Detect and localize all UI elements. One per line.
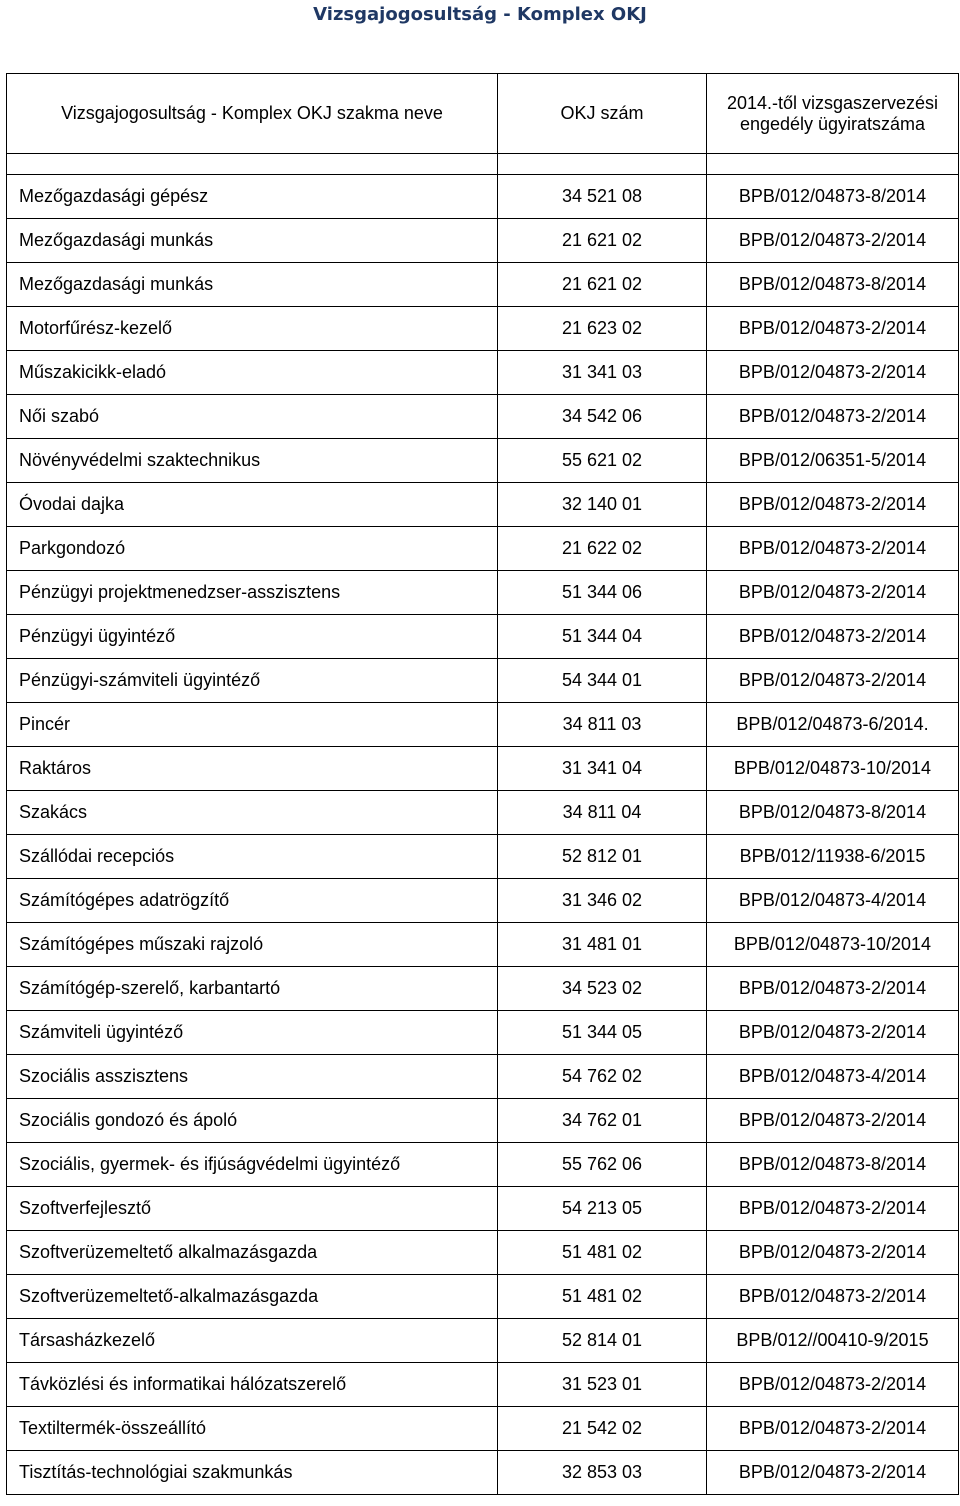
permit-number-cell: BPB/012/04873-2/2014	[707, 967, 959, 1011]
okj-code-cell: 51 481 02	[498, 1275, 707, 1319]
permit-number-cell: BPB/012/04873-2/2014	[707, 1231, 959, 1275]
table-row	[7, 219, 959, 263]
okj-code-cell: 31 341 04	[498, 747, 707, 791]
table-row	[7, 351, 959, 395]
profession-name-cell: Női szabó	[7, 395, 498, 439]
permit-number-cell: BPB/012/04873-2/2014	[707, 219, 959, 263]
table-header-row	[7, 74, 959, 154]
table-row	[7, 791, 959, 835]
permit-number-cell: BPB/012/04873-2/2014	[707, 1275, 959, 1319]
permit-number-cell: BPB/012/04873-2/2014	[707, 351, 959, 395]
profession-name-cell: Szociális, gyermek- és ifjúságvédelmi ügyintéző	[7, 1143, 498, 1187]
table-row	[7, 1011, 959, 1055]
qualification-table	[6, 73, 959, 1495]
table-row	[7, 1231, 959, 1275]
spacer-cell	[707, 154, 959, 175]
profession-name-cell: Társasházkezelő	[7, 1319, 498, 1363]
table-row	[7, 439, 959, 483]
header-name: Vizsgajogosultság - Komplex OKJ szakma neve	[7, 74, 498, 154]
profession-name-cell: Pénzügyi-számviteli ügyintéző	[7, 659, 498, 703]
permit-number-cell: BPB/012/04873-2/2014	[707, 395, 959, 439]
permit-number-cell: BPB/012/04873-2/2014	[707, 483, 959, 527]
table-row	[7, 879, 959, 923]
table-row	[7, 835, 959, 879]
okj-code-cell: 21 542 02	[498, 1407, 707, 1451]
table-row	[7, 1143, 959, 1187]
okj-code-cell: 34 542 06	[498, 395, 707, 439]
permit-number-cell: BPB/012/04873-10/2014	[707, 747, 959, 791]
okj-code-cell: 52 814 01	[498, 1319, 707, 1363]
profession-name-cell: Textiltermék-összeállító	[7, 1407, 498, 1451]
spacer-cell	[498, 154, 707, 175]
table-row	[7, 615, 959, 659]
profession-name-cell: Mezőgazdasági gépész	[7, 175, 498, 219]
permit-number-cell: BPB/012/06351-5/2014	[707, 439, 959, 483]
table-row	[7, 1363, 959, 1407]
okj-code-cell: 55 621 02	[498, 439, 707, 483]
profession-name-cell: Raktáros	[7, 747, 498, 791]
profession-name-cell: Szociális asszisztens	[7, 1055, 498, 1099]
table-row	[7, 571, 959, 615]
okj-code-cell: 54 762 02	[498, 1055, 707, 1099]
document-title: Vizsgajogosultság - Komplex OKJ	[313, 4, 647, 25]
permit-number-cell: BPB/012/04873-8/2014	[707, 1143, 959, 1187]
permit-number-cell: BPB/012/04873-2/2014	[707, 571, 959, 615]
table-row	[7, 967, 959, 1011]
table-row	[7, 307, 959, 351]
profession-name-cell: Motorfűrész-kezelő	[7, 307, 498, 351]
okj-code-cell: 21 623 02	[498, 307, 707, 351]
okj-code-cell: 31 481 01	[498, 923, 707, 967]
profession-name-cell: Távközlési és informatikai hálózatszerelő	[7, 1363, 498, 1407]
profession-name-cell: Növényvédelmi szaktechnikus	[7, 439, 498, 483]
profession-name-cell: Tisztítás-technológiai szakmunkás	[7, 1451, 498, 1495]
permit-number-cell: BPB/012/04873-2/2014	[707, 527, 959, 571]
table-row	[7, 923, 959, 967]
okj-code-cell: 54 344 01	[498, 659, 707, 703]
okj-code-cell: 51 481 02	[498, 1231, 707, 1275]
profession-name-cell: Szoftverüzemeltető alkalmazásgazda	[7, 1231, 498, 1275]
permit-number-cell: BPB/012/04873-10/2014	[707, 923, 959, 967]
profession-name-cell: Pénzügyi projektmenedzser-asszisztens	[7, 571, 498, 615]
profession-name-cell: Műszakicikk-eladó	[7, 351, 498, 395]
profession-name-cell: Pénzügyi ügyintéző	[7, 615, 498, 659]
profession-name-cell: Számítógépes adatrögzítő	[7, 879, 498, 923]
profession-name-cell: Szoftverfejlesztő	[7, 1187, 498, 1231]
table-row	[7, 659, 959, 703]
okj-code-cell: 21 621 02	[498, 263, 707, 307]
okj-code-cell: 32 853 03	[498, 1451, 707, 1495]
permit-number-cell: BPB/012/04873-2/2014	[707, 307, 959, 351]
profession-name-cell: Óvodai dajka	[7, 483, 498, 527]
profession-name-cell: Mezőgazdasági munkás	[7, 263, 498, 307]
profession-name-cell: Szociális gondozó és ápoló	[7, 1099, 498, 1143]
okj-code-cell: 34 523 02	[498, 967, 707, 1011]
table-row	[7, 1451, 959, 1495]
permit-number-cell: BPB/012/04873-6/2014.	[707, 703, 959, 747]
permit-number-cell: BPB/012/04873-2/2014	[707, 615, 959, 659]
okj-code-cell: 55 762 06	[498, 1143, 707, 1187]
okj-code-cell: 34 811 04	[498, 791, 707, 835]
okj-code-cell: 21 622 02	[498, 527, 707, 571]
profession-name-cell: Számítógép-szerelő, karbantartó	[7, 967, 498, 1011]
permit-number-cell: BPB/012/04873-2/2014	[707, 659, 959, 703]
profession-name-cell: Szoftverüzemeltető-alkalmazásgazda	[7, 1275, 498, 1319]
permit-number-cell: BPB/012/04873-4/2014	[707, 879, 959, 923]
permit-number-cell: BPB/012//00410-9/2015	[707, 1319, 959, 1363]
table-row	[7, 527, 959, 571]
table-row	[7, 483, 959, 527]
okj-code-cell: 31 523 01	[498, 1363, 707, 1407]
permit-number-cell: BPB/012/04873-2/2014	[707, 1407, 959, 1451]
table-row	[7, 175, 959, 219]
okj-code-cell: 51 344 04	[498, 615, 707, 659]
profession-name-cell: Szakács	[7, 791, 498, 835]
okj-code-cell: 21 621 02	[498, 219, 707, 263]
permit-number-cell: BPB/012/04873-8/2014	[707, 263, 959, 307]
table-row	[7, 1187, 959, 1231]
table-row	[7, 263, 959, 307]
table-row	[7, 703, 959, 747]
permit-number-cell: BPB/012/04873-2/2014	[707, 1011, 959, 1055]
okj-code-cell: 51 344 06	[498, 571, 707, 615]
table-row	[7, 1275, 959, 1319]
okj-code-cell: 51 344 05	[498, 1011, 707, 1055]
table-row	[7, 395, 959, 439]
permit-number-cell: BPB/012/04873-8/2014	[707, 791, 959, 835]
profession-name-cell: Számítógépes műszaki rajzoló	[7, 923, 498, 967]
permit-number-cell: BPB/012/04873-2/2014	[707, 1099, 959, 1143]
table-row	[7, 1319, 959, 1363]
profession-name-cell: Pincér	[7, 703, 498, 747]
okj-code-cell: 54 213 05	[498, 1187, 707, 1231]
spacer-cell	[7, 154, 498, 175]
table-row	[7, 1099, 959, 1143]
header-permit: 2014.-től vizsgaszervezési engedély ügyiratszáma	[707, 74, 959, 154]
table-row	[7, 747, 959, 791]
permit-number-cell: BPB/012/04873-2/2014	[707, 1451, 959, 1495]
okj-code-cell: 32 140 01	[498, 483, 707, 527]
okj-code-cell: 34 521 08	[498, 175, 707, 219]
okj-code-cell: 31 346 02	[498, 879, 707, 923]
okj-code-cell: 52 812 01	[498, 835, 707, 879]
okj-code-cell: 31 341 03	[498, 351, 707, 395]
okj-code-cell: 34 762 01	[498, 1099, 707, 1143]
okj-code-cell: 34 811 03	[498, 703, 707, 747]
table-row	[7, 1407, 959, 1451]
permit-number-cell: BPB/012/04873-4/2014	[707, 1055, 959, 1099]
header-code: OKJ szám	[498, 74, 707, 154]
table-spacer-row	[7, 154, 959, 175]
profession-name-cell: Számviteli ügyintéző	[7, 1011, 498, 1055]
permit-number-cell: BPB/012/11938-6/2015	[707, 835, 959, 879]
profession-name-cell: Parkgondozó	[7, 527, 498, 571]
profession-name-cell: Mezőgazdasági munkás	[7, 219, 498, 263]
permit-number-cell: BPB/012/04873-8/2014	[707, 175, 959, 219]
permit-number-cell: BPB/012/04873-2/2014	[707, 1187, 959, 1231]
profession-name-cell: Szállódai recepciós	[7, 835, 498, 879]
permit-number-cell: BPB/012/04873-2/2014	[707, 1363, 959, 1407]
table-row	[7, 1055, 959, 1099]
